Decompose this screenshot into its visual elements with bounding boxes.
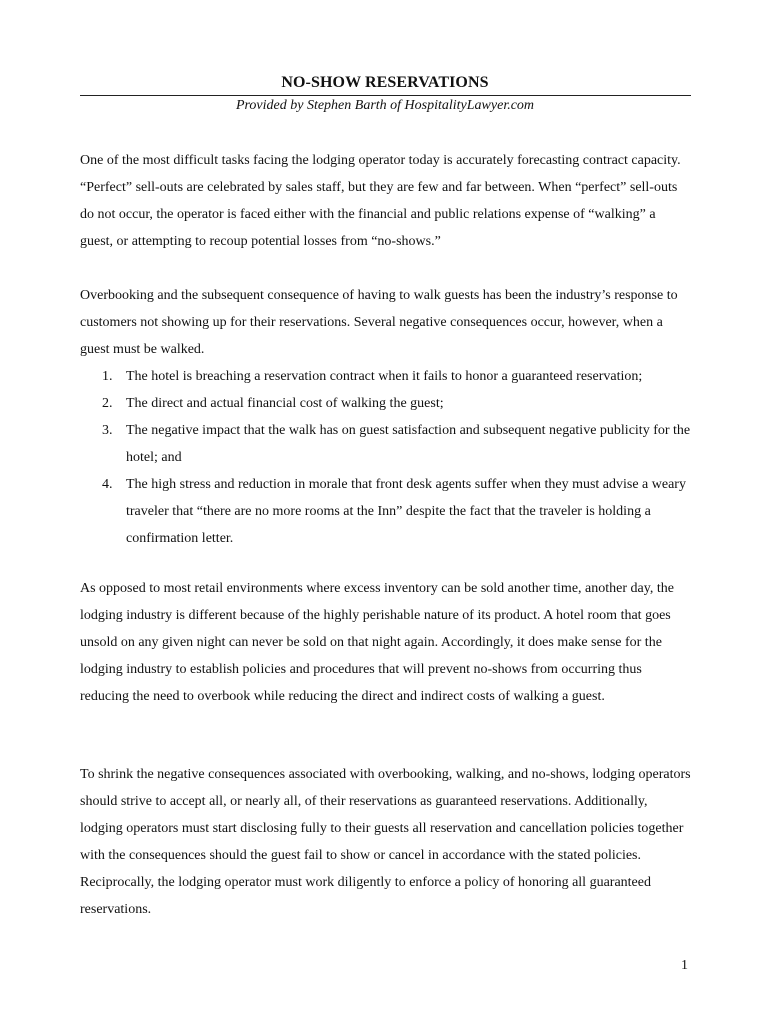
list-item-number: 4. bbox=[102, 477, 113, 492]
list-item-text: The high stress and reduction in morale that front desk agents suffer when they must advise a weary traveler that “there are no more rooms at the Inn” despite the fact that the traveler is holding a confirmation letter. bbox=[126, 477, 686, 546]
list-item bbox=[80, 471, 692, 552]
consequences-list bbox=[80, 363, 692, 552]
paragraph-3: As opposed to most retail environments where excess inventory can be sold another time, another day, the lodging industry is different because of the highly perishable nature of its product. A hotel room that goes unsold on any given night can never be sold on that night again. Accordingly, it does make sense for the lodging industry to establish policies and procedures that will prevent no-shows from occurring thus reducing the need to overbook while reducing the direct and indirect costs of walking a guest. bbox=[80, 581, 674, 704]
title-divider bbox=[80, 95, 691, 96]
paragraph-4-block bbox=[80, 761, 692, 923]
list-item-number: 2. bbox=[102, 396, 113, 411]
list-item-text: The hotel is breaching a reservation contract when it fails to honor a guaranteed reservation; bbox=[126, 369, 643, 384]
list-item-number: 1. bbox=[102, 369, 113, 384]
paragraph-3-block bbox=[80, 575, 692, 710]
paragraph-2: Overbooking and the subsequent consequence of having to walk guests has been the industry’s response to customers not showing up for their reservations. Several negative consequences occur, however, when a guest must be walked. bbox=[80, 288, 678, 357]
page-number: 1 bbox=[681, 958, 688, 973]
paragraph-2-block bbox=[80, 282, 692, 552]
document-title: NO-SHOW RESERVATIONS bbox=[281, 74, 489, 91]
list-item bbox=[80, 363, 692, 390]
document-subtitle: Provided by Stephen Barth of HospitalityLawyer.com bbox=[235, 98, 535, 113]
paragraph-1: One of the most difficult tasks facing the lodging operator today is accurately forecasting contract capacity. “Perfect” sell-outs are celebrated by sales staff, but they are few and far between. When “perfect” sell-outs do not occur, the operator is faced either with the financial and public relations expense of “walking” a guest, or attempting to recoup potential losses from “no-shows.” bbox=[80, 153, 681, 249]
list-item-text: The direct and actual financial cost of walking the guest; bbox=[126, 396, 444, 411]
list-item bbox=[80, 417, 692, 471]
paragraph-4: To shrink the negative consequences associated with overbooking, walking, and no-shows, lodging operators should strive to accept all, or nearly all, of their reservations as guaranteed reservations. Additionally, lodging operators must start disclosing fully to their guests all reservation and cancellation policies together with the consequences should the guest fail to show or cancel in accordance with the stated policies. Reciprocally, the lodging operator must work diligently to enforce a policy of honoring all guaranteed reservations. bbox=[80, 767, 691, 917]
list-item-text: The negative impact that the walk has on guest satisfaction and subsequent negative publicity for the hotel; and bbox=[126, 423, 691, 465]
paragraph-1-block bbox=[80, 147, 692, 255]
list-item bbox=[80, 390, 692, 417]
list-item-number: 3. bbox=[102, 423, 113, 438]
